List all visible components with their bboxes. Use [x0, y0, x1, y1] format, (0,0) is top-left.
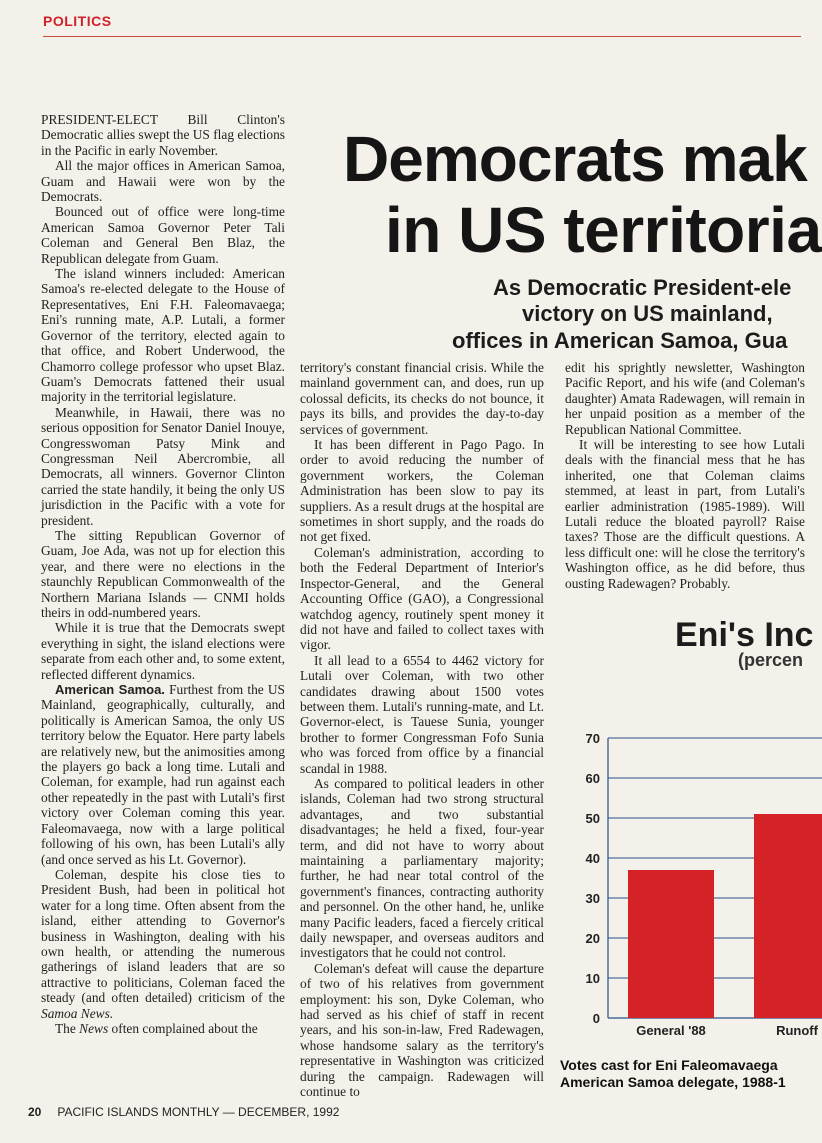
page-footer	[28, 1105, 339, 1119]
x-category-label: General '88	[636, 1023, 706, 1038]
headline-line-2: in US territoria	[385, 194, 822, 266]
chart-subtitle: (percen	[738, 650, 804, 670]
paragraph: All the major offices in American Samoa, Guam and Hawaii were won by the Democrats.	[41, 158, 285, 205]
chart-caption-line-1: Votes cast for Eni Faleomavaega	[560, 1057, 778, 1073]
paragraph: The sitting Republican Governor of Guam, Joe Ada, was not up for election this year, and there were no elections in the staunchly Republican Commonwealth of the Northern Mariana Islands — CNMI holds theirs in odd-numbered years.	[41, 527, 285, 620]
paragraph: It has been different in Pago Pago. In order to avoid reducing the number of government workers, the Coleman Administration has been slow to pay its suppliers. As a result drugs at the hospital are sometimes in short supply, and the roads do not get fixed.	[300, 437, 544, 545]
publication-line: PACIFIC ISLANDS MONTHLY — DECEMBER, 1992	[57, 1105, 340, 1119]
y-tick-label: 20	[585, 931, 600, 946]
y-tick-label: 0	[592, 1011, 600, 1026]
y-tick-label: 60	[585, 771, 600, 786]
chart-caption-line-2: American Samoa delegate, 1988-1	[560, 1074, 786, 1090]
paragraph: It all lead to a 6554 to 4462 victory for Lutali over Coleman, with two other candidates drawing about 1500 votes between them. Lutali's running-mate, and Lt. Governor-elect, is Tauese Sunia, younger brother to former Congressman Fofo Sunia who was forced from office by a financial scandal in 1988.	[300, 652, 544, 776]
paragraph: As compared to political leaders in other islands, Coleman had two strong structural advantages, and two substantial disadvantages; he held a fixed, four-year term, and did not have to worry about maintaining a parliamentary majority; further, he had near total control of the government's finances, contracting authority and personnel. On the other hand, he, unlike many Pacific leaders, faced a fiercely critical daily newspaper, and overseas auditors and investigators that he could not control.	[300, 775, 544, 961]
paragraph: Coleman, despite his close ties to President Bush, had been in political hot water for a long time. Often absent from the island, either attending to Governor's business in Washington, dealing with his own health, or attending the numerous gatherings of island leaders that are so attractive to politicians, Coleman faced the steady (and often detailed) criticism of the Samoa News.	[41, 866, 285, 1021]
paragraph: The island winners included: American Samoa's re-elected delegate to the House of Representatives, Eni F.H. Faleomavaega; Eni's running mate, A.P. Lutali, a former Governor of the territory, elected again to that office, and Robert Underwood, the Chamorro college professor who upset Blaz. Guam's Democrats fattened their usual majority in the territorial legislature.	[41, 266, 285, 405]
paragraph: edit his sprightly newsletter, Washington Pacific Report, and his wife (and Coleman's daughter) Amata Radewagen, will remain in her unpaid position as a member of the Republican National Committee.	[565, 360, 805, 437]
y-tick-label: 70	[585, 731, 600, 746]
deck-line-1: As Democratic President-ele	[493, 275, 792, 300]
headline-line-1: Democrats mak	[343, 123, 807, 195]
y-tick-label: 50	[585, 811, 600, 826]
lead-kicker: PRESIDENT-ELECT	[41, 112, 158, 127]
y-tick-label: 40	[585, 851, 600, 866]
top-rule	[43, 36, 801, 37]
bar	[628, 870, 714, 1018]
paragraph: Coleman's defeat will cause the departure of two of his relatives from government employment: his son, Dyke Coleman, who had served as his chief of staff in recent years, and his son-in-law, Fred Radewagen, whose handsome salary as the territory's representative in Washington was criticized during the campaign. Radewagen will continue to	[300, 960, 544, 1100]
deck-line-2: victory on US mainland,	[522, 301, 773, 326]
paragraph: It will be interesting to see how Lutali deals with the financial mess that he has inherited, one that Coleman claims stemmed, at least in part, from Lutali's earlier administration (1985-1989). Will Lutali reduce the bloated payroll? Raise taxes? Those are the difficult questions. A less difficult one: will he close the territory's Washington office, as he did before, thus ousting Radewagen? Probably.	[565, 437, 805, 591]
paragraph: While it is true that the Democrats swept everything in sight, the island elections were separate from each other and, to some extent, reflected different dynamics.	[41, 620, 285, 682]
paragraph: Meanwhile, in Hawaii, there was no serious opposition for Senator Daniel Inouye, Congresswoman Patsy Mink and Congressman Neil Abercrombie, all Democrats, all winners. Governor Clinton carried the state handily, it being the only US jurisdiction in the Pacific with a vote for president.	[41, 404, 285, 528]
article-column-2	[300, 360, 544, 1100]
lead-paragraph: PRESIDENT-ELECT Bill Clinton's Democratic allies swept the US flag elections in the Pacific in early November.	[41, 112, 285, 158]
paragraph: The News often complained about the	[55, 1020, 258, 1036]
paragraph: American Samoa. Furthest from the US Mainland, geographically, culturally, and politically is American Samoa, the only US territory below the Equator. Here party labels are relatively new, but the animosities among the players go back a long time. Lutali and Coleman, for example, had run against each other repeatedly in the past with Lutali's first victory over Coleman coming this year. Faleomavaega, now with a large political following of his own, has been Lutali's ally (and once served as his Lt. Governor).	[41, 682, 286, 867]
x-category-label: Runoff	[776, 1023, 818, 1038]
y-tick-label: 30	[585, 891, 600, 906]
section-label: POLITICS	[43, 13, 112, 29]
page-number: 20	[28, 1105, 42, 1119]
chart-title: Eni's Inc	[675, 616, 814, 654]
article-column-3	[565, 360, 805, 600]
subhead: American Samoa.	[55, 682, 165, 698]
bar	[754, 814, 822, 1018]
article-column-1	[41, 112, 285, 1087]
deck-line-3: offices in American Samoa, Gua	[452, 328, 788, 353]
paragraph: Coleman's administration, according to both the Federal Department of Interior's Inspector-General, and the General Accounting Office (GAO), a Congressional watchdog agency, routinely spent money it did not have and failed to collect taxes with vigor.	[300, 544, 544, 653]
paragraph: territory's constant financial crisis. While the mainland government can, and does, run up colossal deficits, its checks do not bounce, it pays its bills, and provides the day-to-day services of government.	[300, 360, 544, 437]
bar-chart	[580, 730, 818, 1050]
y-tick-label: 10	[585, 971, 600, 986]
paragraph: Bounced out of office were long-time American Samoa Governor Peter Tali Coleman and General Ben Blaz, the Republican delegate from Guam.	[41, 204, 285, 266]
